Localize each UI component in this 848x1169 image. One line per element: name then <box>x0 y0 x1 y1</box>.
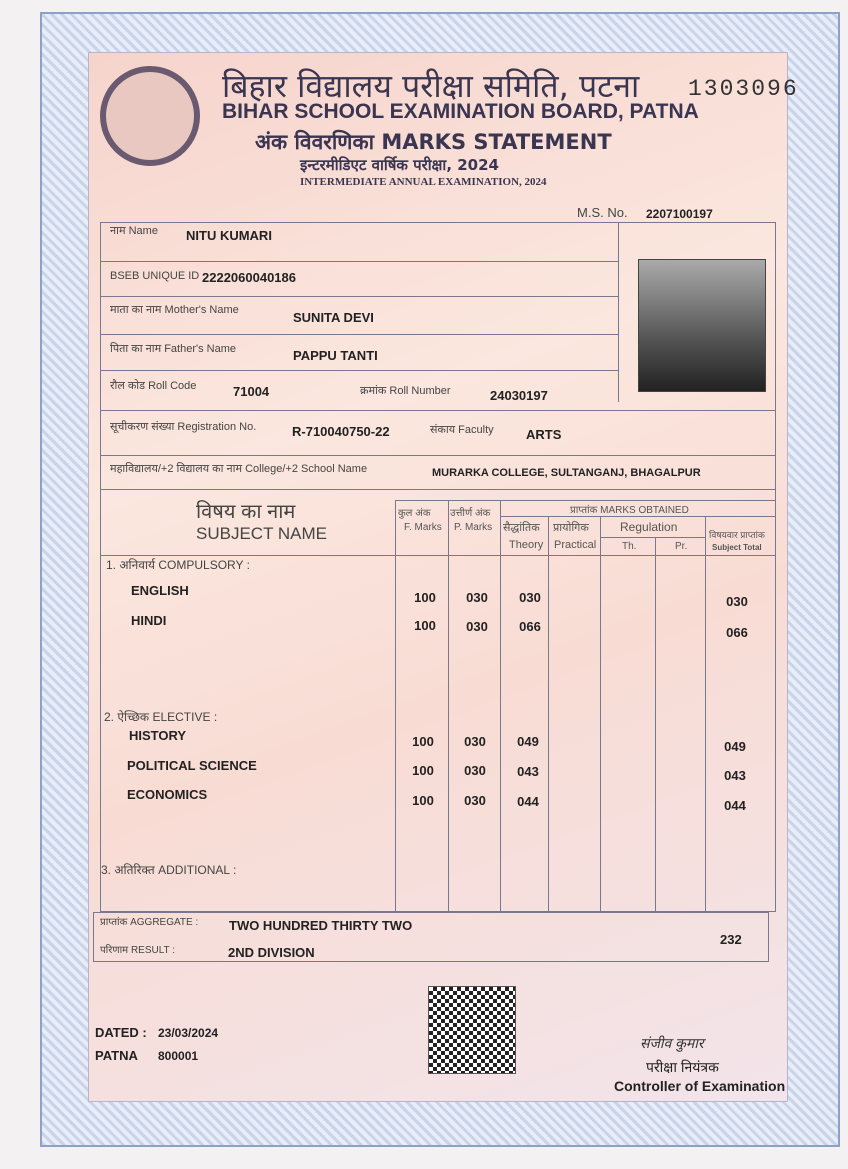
board-title-hindi: बिहार विद्यालय परीक्षा समिति, पटना <box>222 67 640 105</box>
regulation-practical-header: Pr. <box>675 541 688 552</box>
regulation-header: Regulation <box>620 520 678 534</box>
aggregate-words: TWO HUNDRED THIRTY TWO <box>229 918 413 933</box>
board-seal-logo <box>100 66 200 166</box>
college-name: MURARKA COLLEGE, SULTANGANJ, BHAGALPUR <box>432 467 701 479</box>
father-label: पिता का नाम Father's Name <box>110 343 237 355</box>
theory-marks: 066 <box>519 619 541 634</box>
student-name: NITU KUMARI <box>186 228 272 243</box>
fmarks-header: F. Marks <box>404 522 442 533</box>
pass-marks: 030 <box>466 590 488 605</box>
roll-code: 71004 <box>233 384 270 399</box>
board-title: BIHAR SCHOOL EXAMINATION BOARD, PATNA <box>222 100 699 123</box>
pass-marks: 030 <box>464 763 486 778</box>
registration-label: सूचीकरण संख्या Registration No. <box>110 421 257 433</box>
theory-header-hindi: सैद्धांतिक <box>503 522 540 534</box>
name-label: नाम Name <box>110 225 158 237</box>
full-marks: 100 <box>412 793 434 808</box>
practical-header-hindi: प्रायोगिक <box>553 522 589 534</box>
total-header: Subject Total <box>712 543 762 552</box>
exam-title-hindi: इन्टरमीडिएट वार्षिक परीक्षा, 2024 <box>300 156 499 174</box>
pmarks-header: P. Marks <box>454 522 493 533</box>
theory-header: Theory <box>509 539 544 551</box>
regulation-theory-header: Th. <box>622 541 637 552</box>
mother-label: माता का नाम Mother's Name <box>110 304 239 316</box>
subject-header: SUBJECT NAME <box>196 524 327 543</box>
theory-marks: 044 <box>517 794 539 809</box>
serial-number: 1303096 <box>688 76 799 102</box>
practical-header: Practical <box>554 539 597 551</box>
roll-number-label: क्रमांक Roll Number <box>360 385 451 397</box>
result-label: परिणाम RESULT : <box>100 945 176 956</box>
subject-name: HISTORY <box>129 728 187 743</box>
father-name: PAPPU TANTI <box>293 348 378 363</box>
full-marks: 100 <box>412 734 434 749</box>
registration-number: R-710040750-22 <box>292 424 390 439</box>
subject-header-hindi: विषय का नाम <box>196 501 296 523</box>
compulsory-section: 1. अनिवार्य COMPULSORY : <box>106 558 250 572</box>
ms-no: 2207100197 <box>646 207 713 221</box>
theory-marks: 030 <box>519 590 541 605</box>
theory-marks: 043 <box>517 764 539 779</box>
unique-id: 2222060040186 <box>202 270 296 285</box>
result-division: 2ND DIVISION <box>228 945 315 960</box>
total-header-hindi: विषयवार प्राप्तांक <box>709 530 765 540</box>
issue-date: 23/03/2024 <box>158 1026 219 1040</box>
subject-total: 066 <box>726 625 748 640</box>
faculty: ARTS <box>526 427 562 442</box>
roll-code-label: रौल कोड Roll Code <box>110 380 197 392</box>
pin-code: 800001 <box>158 1049 199 1063</box>
roll-number: 24030197 <box>490 388 548 403</box>
marks-table <box>100 490 776 912</box>
subject-total: 044 <box>724 798 746 813</box>
pmarks-header-hindi: उत्तीर्ण अंक <box>450 508 491 519</box>
statement-title: अंक विवरणिका MARKS STATEMENT <box>255 130 612 154</box>
subject-name: POLITICAL SCIENCE <box>127 758 257 773</box>
pass-marks: 030 <box>466 619 488 634</box>
student-photo <box>638 259 766 392</box>
subject-name: ECONOMICS <box>127 787 208 802</box>
marks-obtained-header: प्राप्तांक MARKS OBTAINED <box>570 505 689 516</box>
dated-label: DATED : <box>95 1025 147 1040</box>
subject-total: 030 <box>726 594 748 609</box>
elective-section: 2. ऐच्छिक ELECTIVE : <box>104 710 218 724</box>
aggregate-label: प्राप्तांक AGGREGATE : <box>100 917 199 928</box>
controller-title-hindi: परीक्षा नियंत्रक <box>646 1059 719 1075</box>
full-marks: 100 <box>414 590 436 605</box>
uid-label: BSEB UNIQUE ID <box>110 270 200 282</box>
mother-name: SUNITA DEVI <box>293 310 374 325</box>
controller-title: Controller of Examination <box>614 1078 786 1094</box>
college-label: महाविद्यालय/+2 विद्यालय का नाम College/+2 School Name <box>110 463 368 475</box>
pass-marks: 030 <box>464 734 486 749</box>
subject-total: 049 <box>724 739 746 754</box>
issue-place: PATNA <box>95 1048 138 1063</box>
full-marks: 100 <box>412 763 434 778</box>
ms-no-label: M.S. No. <box>577 205 628 220</box>
aggregate-total: 232 <box>720 932 742 947</box>
controller-signature: संजीव कुमार <box>640 1035 704 1051</box>
exam-title: INTERMEDIATE ANNUAL EXAMINATION, 2024 <box>300 176 547 188</box>
subject-name: HINDI <box>131 613 167 628</box>
subject-total: 043 <box>724 768 746 783</box>
fmarks-header-hindi: कुल अंक <box>398 508 431 519</box>
subject-name: ENGLISH <box>131 583 189 598</box>
full-marks: 100 <box>414 618 436 633</box>
qr-code <box>428 986 516 1074</box>
theory-marks: 049 <box>517 734 539 749</box>
additional-section: 3. अतिरिक्त ADDITIONAL : <box>101 863 237 877</box>
faculty-label: संकाय Faculty <box>430 424 494 436</box>
pass-marks: 030 <box>464 793 486 808</box>
